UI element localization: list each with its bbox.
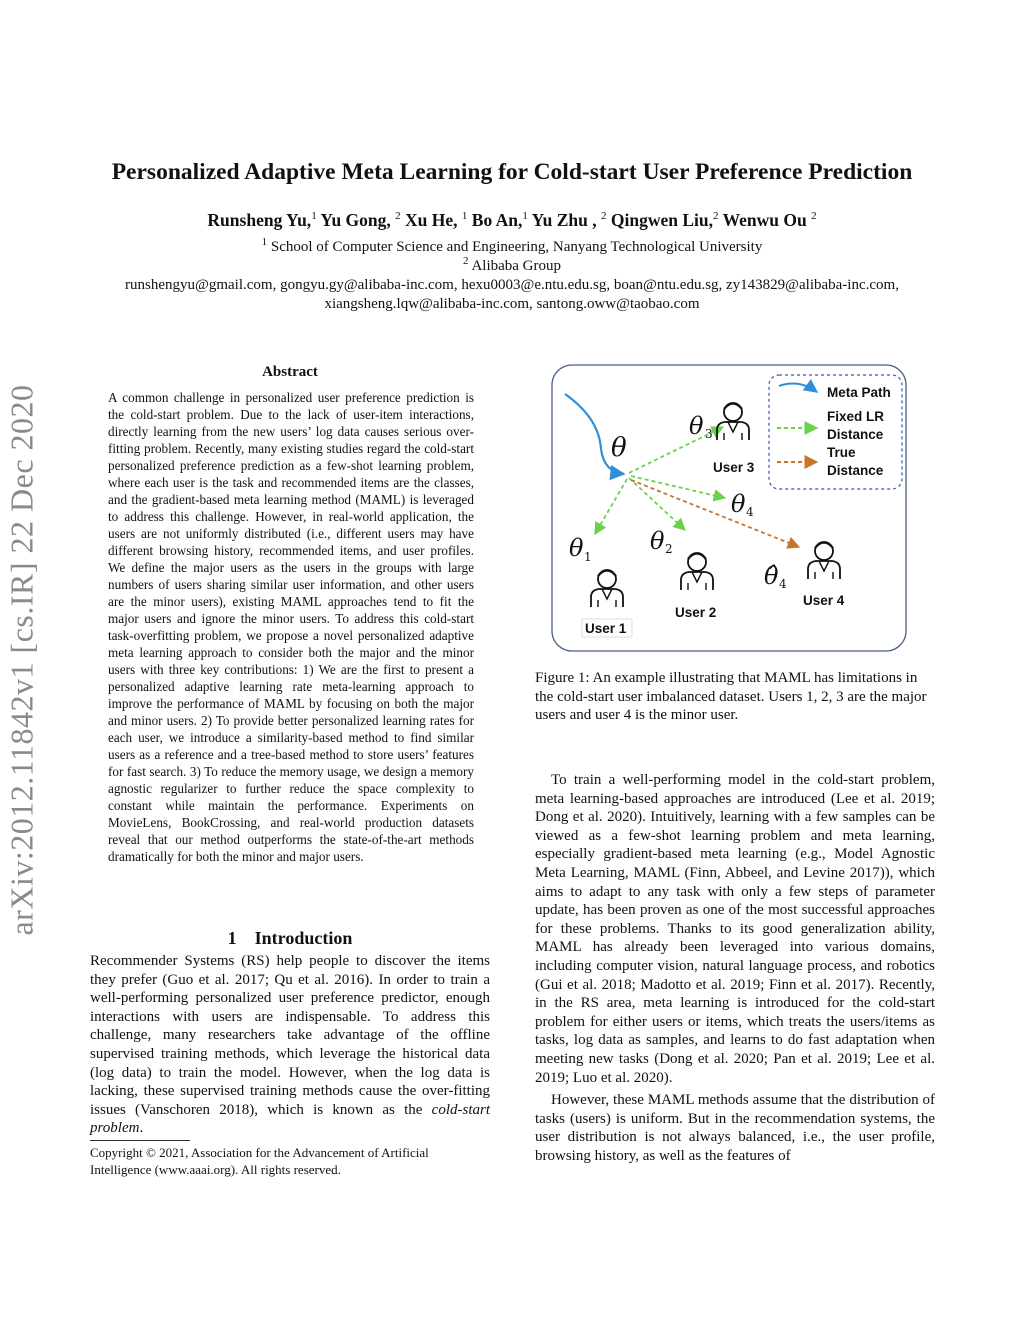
theta-3-subscript: 3 — [705, 427, 713, 441]
body-paragraph: However, these MAML methods assume that the distribution of tasks (users) is uniform. But in the recommendation systems, the user distribution is not always balanced, i.e., the user profile, browsing history, as well as the features of — [535, 1092, 935, 1164]
author-affiliation-mark: 1 — [522, 210, 528, 223]
author-name: Bo An, — [471, 210, 523, 230]
affiliation-1 — [60, 236, 964, 256]
figure-1-caption: Figure 1: An example illustrating that MAML has limitations in the cold-start user imbalanced dataset. Users 1, 2, 3 are the major users and user 4 is the minor user. — [535, 670, 927, 724]
author-name: Yu Zhu , — [531, 210, 597, 230]
author-affiliation-mark: 1 — [461, 210, 468, 223]
affiliation-2 — [60, 255, 964, 275]
abstract-text: A common challenge in personalized user preference prediction is the cold-start problem. Due to the lack of user-item interactions, directly learning from the new users’ log data causes serious over-fitting problem. Recently, many existing studies regard the cold-start personalized preference prediction as a few-shot learning problem, where each user is the task and recommended items are the classes, and the gradient-based meta learning method (MAML) is leveraged to address this challenge. However, in real-world application, the users are not uniformly distributed (i.e., different users may have different browsing history, recommended items, and user profiles. We define the major users as the users in the groups with large numbers of users sharing similar user information, and other users are the minor users), existing MAML approaches tend to fit the major users and ignore the minor users. To address this cold-start task-overfitting problem, we propose a novel personalized adaptive meta learning approach to consider both the major and the minor users with three key contributions: 1) We are the first to present a personalized adaptive learning rate meta-learning approach to improve the performance of MAML by focusing on both the major and minor users. 2) To provide better personalized learning rates for each user, we introduce a similarity-based method to find similar users as a reference and a tree-based method to store users’ features for fast search. 3) To reduce the memory usage, we design a memory agnostic regularizer to further reduce the space complexity to constant while maintain the performance. Experiments on MovieLens, BookCrossing, and real-world production datasets reveal that our method outperforms the state-of-the-art methods dramatically for both the minor and major users. — [108, 390, 474, 864]
theta-4-subscript: 4 — [746, 505, 754, 519]
body-paragraph: To train a well-performing model in the cold-start problem, meta learning-based approaches are introduced (Lee et al. 2019; Dong et al. 2020). Intuitively, learning with a few samples can be viewed as a few-shot learning problem and meta learning, especially gradient-based meta learning (e.g., Model Agnostic Meta Learning, MAML (Finn, Abbeel, and Levine 2017)), which aims to adapt to any task with only a few steps of parameter update, has been proven as one of the most successful approaches for these problems. Thanks to its good generalization ability, MAML has already been leveraged into various domains, including computer vision, natural language process, and robotics (Gui et al. 2018; Madotto et al. 2019; Finn et al. 2017). Recently, in the RS area, meta learning is introduced for the cold-start problem for either users or items, which treats the users/items as tasks, log data as samples, and learns to do fast adaptation when meeting new tasks (Dong et al. 2020; Pan et al. 2019; Lee et al. 2019; Luo et al. 2020). — [535, 772, 935, 1086]
user-1-label: User 1 — [585, 621, 627, 636]
author-name: Xu He, — [405, 210, 458, 230]
author-affiliation-mark: 2 — [811, 210, 817, 223]
user-3-label: User 3 — [713, 460, 755, 475]
author-list — [60, 210, 964, 231]
paper-title: Personalized Adaptive Meta Learning for Cold-start User Preference Prediction — [111, 159, 913, 185]
introduction-paragraph — [90, 952, 490, 1138]
email-line: xiangsheng.lqw@alibaba-inc.com, santong.oww@taobao.com — [324, 296, 700, 312]
copyright-footnote: Copyright © 2021, Association for the Advancement of Artificial Intelligence (www.aaai.org). All rights reserved. — [90, 1145, 429, 1177]
affiliation-text: School of Computer Science and Engineering, Nanyang Technological University — [270, 239, 763, 255]
section-heading-introduction — [90, 928, 490, 949]
figure-1-diagram — [551, 364, 907, 652]
intro-text: Recommender Systems (RS) help people to discover the items they prefer (Guo et al. 2017; Qu et al. 2016). In order to train a well-performing personalized user preference predictor, enough interactions with users are indispensable. To address this challenge, many researchers take advantage of the offline supervised training methods, which leverage the historical data (log data) to train the model. However, when the log data is lacking, these supervised training methods cause the over-fitting issues (Vanschoren 2018), which is known as the — [90, 953, 490, 1118]
affiliation-mark: 2 — [463, 255, 469, 267]
author-affiliation-mark: 2 — [601, 210, 607, 223]
legend-fixed-lr-label: Fixed LR — [827, 409, 885, 424]
author-emails — [60, 276, 964, 314]
author-affiliation-mark: 2 — [395, 210, 401, 223]
theta-4-label: θ — [731, 490, 746, 518]
figure-frame — [552, 365, 906, 651]
intro-text-end: . — [139, 1120, 144, 1137]
email-line: runshengyu@gmail.com, gongyu.gy@alibaba-inc.com, hexu0003@e.ntu.edu.sg, boan@ntu.edu.sg, zy143829@alibaba-inc.com, — [125, 277, 899, 293]
user-4-label: User 4 — [803, 593, 845, 608]
arxiv-identifier-text: arXiv:2012.11842v1 [cs.IR] 22 Dec 2020 — [3, 384, 40, 936]
theta-label: θ — [611, 433, 627, 463]
author-name: Wenwu Ou — [722, 210, 807, 230]
legend-fixed-lr-label: Distance — [827, 427, 884, 442]
legend-meta-path-label: Meta Path — [827, 385, 891, 400]
theta-2-subscript: 2 — [665, 542, 673, 556]
footnote-rule — [90, 1140, 190, 1141]
right-column-body — [535, 771, 935, 1165]
legend-true-distance-label: True — [827, 445, 856, 460]
author-name: Runsheng Yu, — [207, 210, 312, 230]
theta-hat-4-label: θ̂ — [764, 562, 779, 590]
affiliation-mark: 1 — [261, 236, 268, 248]
theta-3-label: θ — [689, 412, 704, 440]
theta-1-subscript: 1 — [584, 550, 592, 564]
author-name: Qingwen Liu, — [610, 210, 713, 230]
section-number: 1 — [227, 928, 237, 948]
intro-emphasis: cold-start problem — [90, 1101, 490, 1137]
abstract-heading: Abstract — [262, 364, 318, 380]
affiliation-text: Alibaba Group — [471, 258, 561, 274]
theta-hat-4-subscript: 4 — [779, 577, 787, 591]
section-title: Introduction — [254, 928, 353, 948]
author-name: Yu Gong, — [320, 210, 391, 230]
author-affiliation-mark: 1 — [311, 210, 317, 223]
author-affiliation-mark: 2 — [713, 210, 719, 223]
user-2-label: User 2 — [675, 605, 717, 620]
legend-true-distance-label: Distance — [827, 463, 884, 478]
theta-1-label: θ — [569, 534, 584, 562]
theta-2-label: θ — [650, 527, 665, 555]
